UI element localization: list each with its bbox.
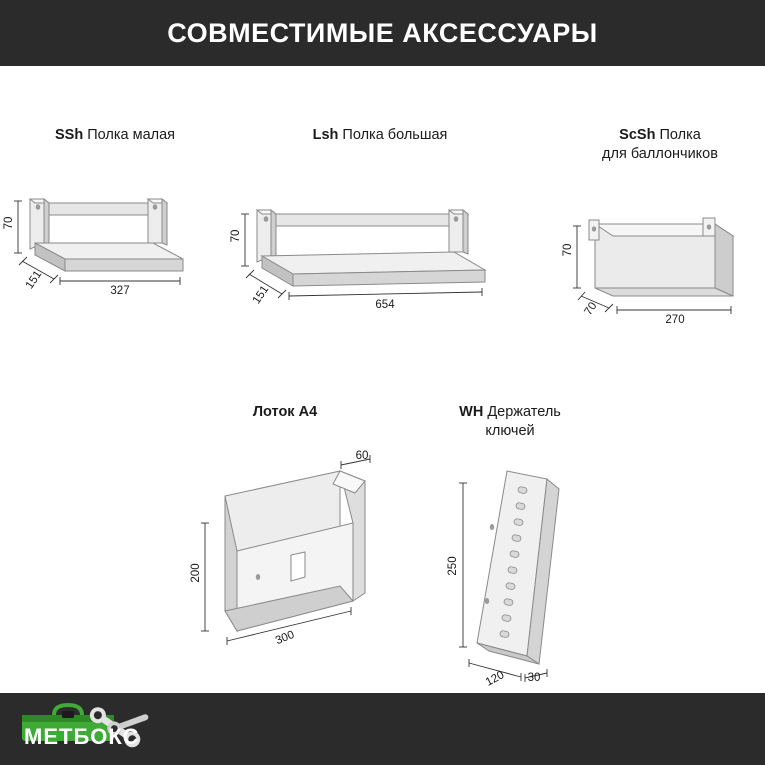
item-wh-title (415, 403, 605, 441)
ssh-dim-depth: 151 (23, 268, 45, 292)
item-lsh-name: Полка большая (342, 127, 448, 143)
item-lsh-drawing (230, 186, 525, 326)
ssh-dim-width: 327 (110, 285, 130, 297)
brand-name: МЕТБОКС (24, 724, 140, 749)
item-scsh (570, 126, 750, 164)
item-scsh-name: Полка (659, 127, 701, 143)
item-ssh-name: Полка малая (87, 127, 176, 143)
wh-dim-width: 120 (483, 669, 507, 689)
page-title: СОВМЕСТИМЫЕ АКСЕССУАРЫ (167, 17, 598, 48)
wh-dim-height: 250 (447, 556, 459, 576)
diagram-canvas (0, 66, 765, 693)
item-tray (180, 403, 390, 422)
item-wh-drawing (435, 451, 625, 691)
item-lsh (250, 126, 510, 145)
lsh-dim-height: 70 (230, 229, 242, 243)
item-lsh-code: Lsh (312, 127, 339, 143)
scsh-dim-depth: 70 (582, 300, 600, 318)
item-tray-title (180, 403, 390, 422)
tray-dim-width: 300 (273, 628, 297, 648)
scsh-dim-height: 70 (562, 243, 574, 257)
tray-dim-height: 200 (190, 563, 202, 583)
item-ssh (10, 126, 220, 145)
item-wh-name: Держатель (487, 404, 561, 420)
item-lsh-title (250, 126, 510, 145)
tray-dim-depth: 60 (355, 450, 369, 462)
brand-logo (8, 697, 183, 761)
wh-dim-thickness: 30 (527, 672, 541, 684)
item-ssh-drawing (3, 181, 213, 316)
lsh-dim-width: 654 (375, 299, 395, 311)
item-scsh-title (570, 126, 750, 164)
lsh-dim-depth: 151 (250, 283, 272, 307)
page-footer (0, 693, 765, 765)
ssh-dim-height: 70 (3, 216, 15, 230)
item-ssh-code: SSh (54, 127, 84, 143)
item-scsh-name2: для баллончиков (602, 146, 718, 162)
item-wh (415, 403, 605, 441)
item-tray-name: A4 (298, 404, 318, 420)
item-scsh-drawing (562, 196, 755, 336)
item-wh-name2: ключей (485, 423, 535, 439)
scsh-dim-width: 270 (665, 314, 685, 326)
item-ssh-title (10, 126, 220, 145)
page-header (0, 0, 765, 66)
item-wh-code: WH (459, 404, 484, 420)
item-tray-code: Лоток (252, 404, 295, 420)
wh-key-holder-illustration (435, 451, 625, 691)
item-scsh-code: ScSh (619, 127, 656, 143)
item-tray-drawing (165, 451, 405, 676)
